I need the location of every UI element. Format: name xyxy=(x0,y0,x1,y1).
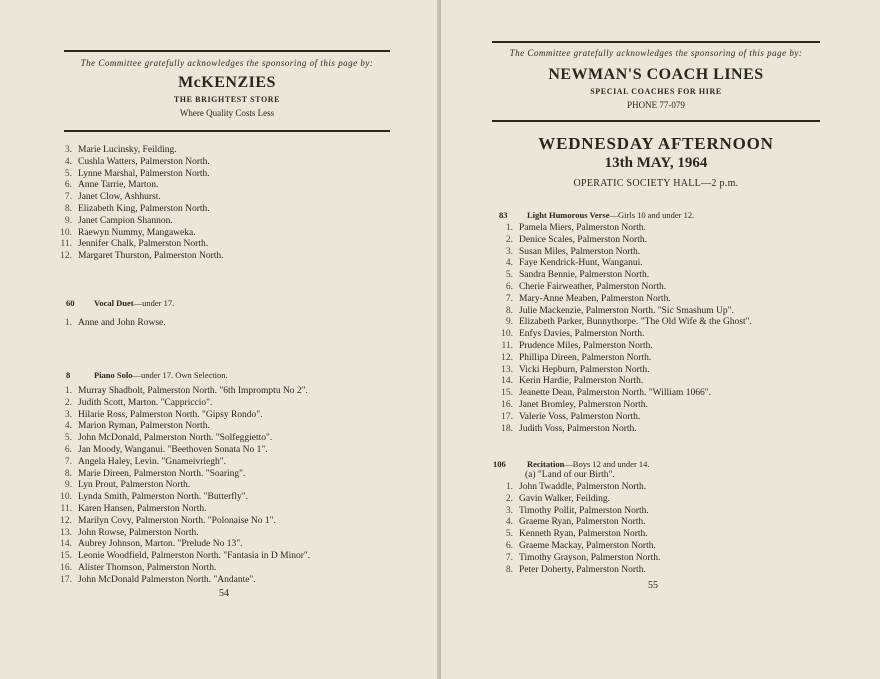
list-item: 4. Cushla Watters, Palmerston North. xyxy=(64,156,210,167)
list-item: 12. Marilyn Covy, Palmerston North. "Polonaise No 1". xyxy=(60,515,276,526)
list-item: 6. Graeme Mackay, Palmerston North. xyxy=(505,540,656,551)
list-item: 8. Peter Doherty, Palmerston North. xyxy=(505,564,646,575)
list-item: 18. Judith Voss, Palmerston North. xyxy=(501,423,637,434)
sponsor-tagline: THE BRIGHTEST STORE xyxy=(173,95,281,104)
top-rule xyxy=(492,41,820,43)
list-item: 2. Denice Scales, Palmerston North. xyxy=(505,234,647,245)
list-item: 9. Elizabeth Parker, Bunnythorpe. "The Old Wife & the Ghost". xyxy=(505,317,752,328)
list-item: 5. Kenneth Ryan, Palmerston North. xyxy=(505,529,648,540)
list-item: 7. Timothy Grayson, Palmerston North. xyxy=(505,552,661,563)
list-item: 2. Judith Scott, Marton. "Cappriccio". xyxy=(64,397,213,408)
list-item: 15. Jeanette Dean, Palmerston North. "William 1066". xyxy=(501,388,712,399)
page-number: 55 xyxy=(648,580,658,591)
sponsor-acknowledgement: The Committee gratefully acknowledges the sponsoring of this page by: xyxy=(80,58,374,68)
event-heading-piano-solo: 8 Piano Solo—under 17. Own Selection. xyxy=(66,370,228,380)
list-item: 14. Aubrey Johnson, Marton. "Prelude No 13". xyxy=(60,539,243,550)
list-item: 1. John Twaddle, Palmerston North. xyxy=(505,482,647,492)
venue-line: OPERATIC SOCIETY HALL—2 p.m. xyxy=(573,178,739,189)
sponsor-acknowledgement: The Committee gratefully acknowledges the sponsoring of this page by: xyxy=(509,48,803,58)
sponsor-subline: Where Quality Costs Less xyxy=(179,108,275,118)
list-item: 3. Susan Miles, Palmerston North. xyxy=(505,246,641,257)
list-item: 8. Marie Direen, Palmerston North. "Soaring". xyxy=(64,468,246,479)
event-heading-recitation: 106 Recitation—Boys 12 and under 14. xyxy=(493,459,650,469)
list-item: 11. Jennifer Chalk, Palmerston North. xyxy=(60,239,209,250)
sponsor-bottom-rule xyxy=(492,120,820,122)
top-rule xyxy=(64,50,390,52)
list-item: 12. Margaret Thurston, Palmerston North. xyxy=(60,251,224,262)
list-item: 12. Phillipa Direen, Palmerston North. xyxy=(501,352,652,363)
left-page xyxy=(0,0,439,679)
list-item: 2. Gavin Walker, Feilding. xyxy=(505,493,611,504)
sponsor-block xyxy=(64,74,390,118)
list-item: 11. Karen Hansen, Palmerston North. xyxy=(60,503,207,514)
list-item: 5. Sandra Bennie, Palmerston North. xyxy=(505,270,650,281)
list-item: 8. Elizabeth King, Palmerston North. xyxy=(64,203,210,214)
list-item: 4. Graeme Ryan, Palmerston North. xyxy=(505,517,646,528)
list-item: 16. Janet Bromley, Palmerston North. xyxy=(501,399,648,410)
sponsor-subline: PHONE 77-079 xyxy=(627,100,685,110)
list-item: 7. Janet Clow, Ashhurst. xyxy=(64,192,161,203)
session-date-heading: 13th MAY, 1964 xyxy=(604,155,708,171)
list-item: 10. Enfys Davies, Palmerston North. xyxy=(501,329,645,340)
list-item: 17. John McDonald Palmerston North. "Andante". xyxy=(60,574,256,585)
list-item: 15. Leonie Woodfield, Palmerston North. "Fantasia in D Minor". xyxy=(60,551,311,562)
list-item: 10. Lynda Smith, Palmerston North. "Butterfly". xyxy=(60,492,249,503)
list-item: 1. Murray Shadbolt, Palmerston North. "6th Impromptu No 2". xyxy=(64,386,308,396)
event-heading-light-humorous-verse: 83 Light Humorous Verse—Girls 10 and under 12. xyxy=(499,210,695,220)
list-item: 1. Anne and John Rowse. xyxy=(64,318,166,328)
list-item: 6. Cherie Fairweather, Palmerston North. xyxy=(505,281,667,292)
sponsor-name: NEWMAN'S COACH LINES xyxy=(548,66,764,83)
list-item: 11. Prudence Miles, Palmerston North. xyxy=(501,340,653,351)
continued-entry-list xyxy=(40,145,224,263)
sponsor-name: McKENZIES xyxy=(178,74,276,91)
list-item: 4. Marion Ryman, Palmerston North. xyxy=(64,421,210,432)
list-item: 9. Janet Campion Shannon. xyxy=(64,215,173,226)
light-humorous-verse-entry-list xyxy=(481,223,752,435)
list-item: 13. John Rowse, Palmerston North. xyxy=(60,527,199,538)
recitation-piece-line: (a) "Land of our Birth". xyxy=(525,470,615,480)
list-item: 4. Faye Kendrick-Hunt, Wanganui. xyxy=(505,258,643,269)
list-item: 13. Vicki Hepburn, Palmerston North. xyxy=(501,364,650,375)
list-item: 3. Marie Lucinsky, Feilding. xyxy=(64,145,177,155)
list-item: 5. John McDonald, Palmerston North. "Solfeggietto". xyxy=(64,433,273,444)
list-item: 6. Anne Tarrie, Marton. xyxy=(64,180,159,191)
list-item: 7. Angela Haley, Levin. "Gnameivriegh". xyxy=(64,456,227,467)
list-item: 3. Timothy Pollit, Palmerston North. xyxy=(505,505,649,516)
event-heading-vocal-duet: 60 Vocal Duet—under 17. xyxy=(66,298,175,308)
list-item: 9. Lyn Prout, Palmerston North. xyxy=(64,480,191,491)
page-number: 54 xyxy=(219,588,229,599)
vocal-duet-entry-list xyxy=(40,318,166,330)
list-item: 3. Hilarie Ross, Palmerston North. "Gipsy Rondo". xyxy=(64,409,263,420)
recitation-entry-list xyxy=(481,482,660,576)
list-item: 8. Julie Mackenzie, Palmerston North. "Sic Smashum Up". xyxy=(505,305,734,316)
list-item: 16. Alister Thomson, Palmerston North. xyxy=(60,562,217,573)
list-item: 5. Lynne Marshal, Palmerston North. xyxy=(64,168,210,179)
session-day-heading: WEDNESDAY AFTERNOON xyxy=(538,134,774,153)
list-item: 6. Jan Moody, Wanganui. "Beethoven Sonata No 1". xyxy=(64,444,268,455)
piano-solo-entry-list xyxy=(40,386,310,587)
list-item: 10. Raewyn Nummy, Mangaweka. xyxy=(60,227,196,238)
sponsor-block xyxy=(492,66,820,110)
sponsor-tagline: SPECIAL COACHES FOR HIRE xyxy=(590,87,722,96)
list-item: 7. Mary-Anne Meaben, Palmerston North. xyxy=(505,293,671,304)
list-item: 14. Kerin Hardie, Palmerston North. xyxy=(501,376,644,387)
list-item: 1. Pamela Miers, Palmerston North. xyxy=(505,223,646,233)
sponsor-bottom-rule xyxy=(64,130,390,132)
right-page xyxy=(441,0,880,679)
list-item: 17. Valerie Voss, Palmerston North. xyxy=(501,411,641,422)
